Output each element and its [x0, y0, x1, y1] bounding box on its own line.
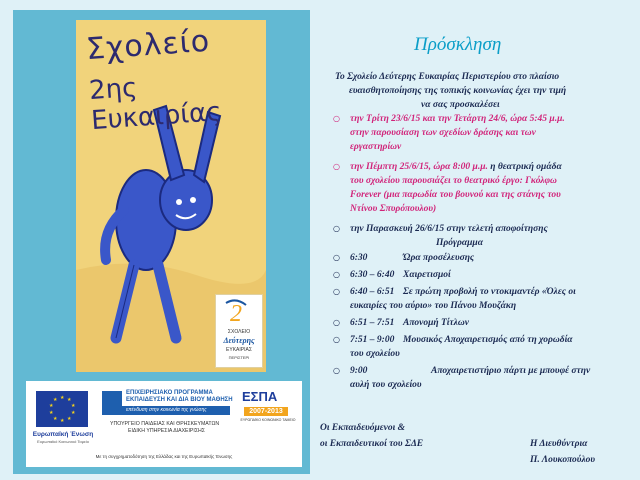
schedule-text-5: Μουσικός Αποχαιρετισμός από τη χορωδία [403, 335, 573, 345]
schedule-time-6: 9:00 [350, 366, 368, 376]
schedule-cont-6: αυλή του σχολείου [350, 380, 422, 390]
circle-bullet-icon: ○ [333, 270, 340, 279]
circle-bullet-icon: ○ [333, 366, 340, 375]
event1-line1: την Τρίτη 23/6/15 και την Τετάρτη 24/6, ώρα 5:45 μ.μ. [350, 114, 565, 124]
program-line2: ΕΚΠΑΙΔΕΥΣΗ ΚΑΙ ΔΙΑ ΒΙΟΥ ΜΑΘΗΣΗ [126, 397, 233, 403]
circle-bullet-icon: ○ [333, 335, 340, 344]
espa-logo-sub: ΕΥΡΩΠΑΪΚΟ ΚΟΙΝΩΝΙΚΟ ΤΑΜΕΙΟ [240, 418, 296, 422]
schedule-cont-3: ευκαιρίες του αύριο» του Πάνου Μουζάκη [350, 301, 517, 311]
schedule-text-6: Αποχαιρετιστήριο πάρτι με μπουφέ στην [431, 366, 591, 376]
circle-bullet-icon: ○ [333, 253, 340, 262]
svg-text:★: ★ [49, 410, 54, 416]
svg-text:★: ★ [67, 416, 72, 422]
school-logo-icon [216, 295, 262, 329]
event2-line1 [350, 160, 562, 174]
intro-line2: ευαισθητοποίησης της τοπικής κοινωνίας έχει την τιμή [349, 86, 567, 96]
svg-text:★: ★ [60, 418, 65, 424]
poster-title-line2: 2ης Ευκαιρίας [88, 72, 223, 137]
schedule-text-4: Απονομή Τίτλων [403, 318, 469, 328]
funders-banner [26, 381, 302, 467]
eu-label: Ευρωπαϊκή Ένωση [32, 431, 94, 438]
event2-date: την Πέμπτη 25/6/15, ώρα 8:00 μ.μ. [350, 162, 488, 172]
cofunding-note: Με τη συγχρηματοδότηση της Ελλάδας και της Ευρωπαϊκής Ένωσης [95, 454, 233, 459]
svg-text:★: ★ [71, 410, 76, 416]
circle-bullet-icon: ○ [333, 224, 340, 233]
espa-logo-years: 2007-2013 [244, 407, 288, 416]
ministry-line2: ΕΙΔΙΚΗ ΥΠΗΡΕΣΙΑ ΔΙΑΧΕΙΡΙΣΗΣ [128, 428, 205, 434]
school-logo [215, 294, 263, 368]
school-logo-line4: ΠΕΡΙΣΤΕΡΙ [228, 355, 250, 360]
schedule-text-3: Σε πρώτη προβολή το ντοκιμαντέρ «Όλες οι [403, 287, 576, 297]
event1-line3: εργαστηρίων [350, 142, 402, 152]
circle-bullet-icon: ○ [333, 114, 340, 123]
schedule-cont-5: του σχολείου [350, 349, 400, 359]
intro-line1: Το Σχολείο Δεύτερης Ευκαιρίας Περιστερίου στο πλαίσιο [335, 72, 560, 82]
eu-sublabel: Ευρωπαϊκό Κοινωνικό Ταμείο [37, 439, 89, 444]
program-slogan-band [102, 406, 230, 415]
circle-bullet-icon: ○ [333, 318, 340, 327]
signoff-right-line1: Η Διευθύντρια [530, 439, 588, 449]
event2-line2: του σχολείου παρουσιάζει το θεατρικό έργο: Γκόλφω [350, 176, 557, 186]
event2-line3: Forever (μια παρωδία του βουνού και της στάνης του [350, 190, 561, 200]
circle-bullet-icon: ○ [333, 162, 340, 171]
eu-flag-icon [36, 391, 88, 427]
page-title: Πρόσκληση [414, 34, 502, 55]
event2-lead: η θεατρική ομάδα [490, 162, 562, 172]
ministry-line1: ΥΠΟΥΡΓΕΙΟ ΠΑΙΔΕΙΑΣ ΚΑΙ ΘΡΗΣΚΕΥΜΑΤΩΝ [110, 421, 220, 427]
schedule-time-5: 7:51 – 9:00 [350, 335, 395, 345]
schedule-text-1: Ώρα προσέλευσης [403, 253, 475, 263]
school-logo-line3: ΕΥΚΑΙΡΙΑΣ [226, 347, 252, 353]
signoff-left-line2: οι Εκπαιδευτικοί του ΣΔΕ [320, 439, 424, 449]
event1-line2: στην παρουσίαση των σχεδίων δράσης και των [350, 128, 536, 138]
svg-text:★: ★ [67, 397, 72, 403]
event2-line4: Ντίνου Σπυρόπουλου) [350, 204, 437, 214]
svg-text:★: ★ [49, 403, 54, 409]
svg-text:★: ★ [71, 403, 76, 409]
schedule-time-4: 6:51 – 7:51 [350, 318, 395, 328]
event3: την Παρασκευή 26/6/15 στην τελετή αποφοίτησης [350, 224, 548, 234]
schedule-time-1: 6:30 [350, 253, 368, 263]
circle-bullet-icon: ○ [333, 287, 340, 296]
signoff-right-line2: Π. Λουκοπούλου [530, 455, 596, 465]
espa-logo-title: ΕΣΠΑ [242, 389, 278, 404]
intro-line3: να σας προσκαλέσει [421, 100, 500, 110]
program-line1: ΕΠΙΧΕΙΡΗΣΙΑΚΟ ΠΡΟΓΡΑΜΜΑ [126, 390, 213, 396]
svg-text:★: ★ [60, 395, 65, 401]
program-title: Πρόγραμμα [436, 238, 483, 248]
poster-title-line1: Σχολείο [84, 23, 212, 68]
schedule-text-2: Χαιρετισμοί [403, 270, 451, 280]
signoff-left-line1: Οι Εκπαιδευόμενοι & [320, 423, 406, 433]
school-logo-line1: ΣΧΟΛΕΙΟ [227, 329, 251, 335]
program-slogan: επένδυση στην κοινωνία της γνώσης [126, 407, 207, 413]
svg-text:★: ★ [53, 416, 58, 422]
svg-text:2: 2 [230, 301, 242, 327]
svg-text:★: ★ [53, 397, 58, 403]
schedule-time-3: 6:40 – 6:51 [350, 287, 395, 297]
poster-image [76, 20, 266, 372]
schedule-time-2: 6:30 – 6:40 [350, 270, 395, 280]
school-logo-line2: Δεύτερης [223, 336, 255, 345]
